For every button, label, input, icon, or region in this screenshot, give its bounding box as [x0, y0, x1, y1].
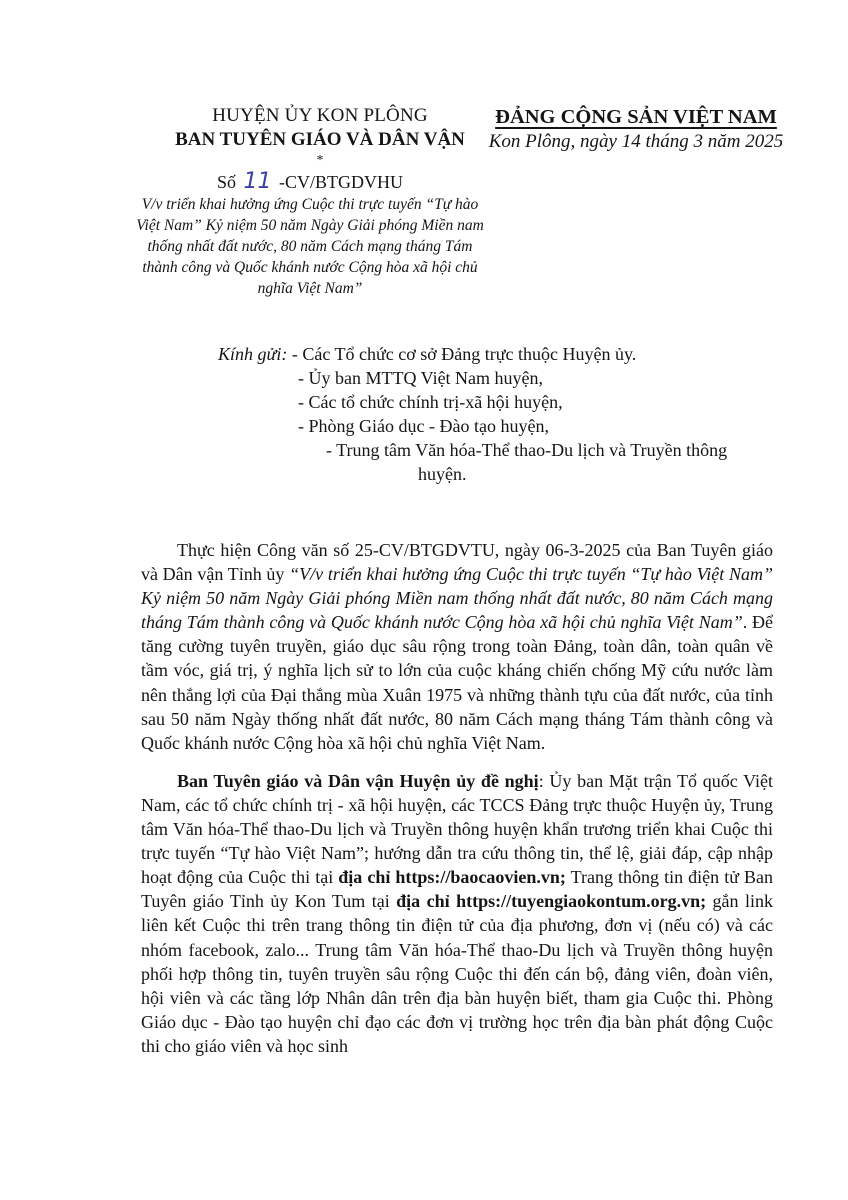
recipient-item: - Phòng Giáo dục - Đào tạo huyện, — [298, 416, 549, 436]
paragraph-2-text-b: Trang thông tin điện tử Ban Tuyên giáo Tỉnh ủy Kon Tum tại — [141, 867, 774, 912]
parent-organization: HUYỆN ỦY KON PLÔNG — [212, 105, 428, 126]
star-separator: * — [316, 153, 324, 168]
issuing-organization — [160, 104, 480, 168]
document-number — [217, 170, 403, 194]
paragraph-1 — [141, 538, 773, 755]
national-header — [486, 104, 786, 154]
paragraph-2-text-c: gắn link liên kết Cuộc thi trên trang thông tin điện tử của địa phương, đơn vị (nếu có) và các nhóm facebook, zalo... Trung tâm Văn hóa-Thể thao-Du lịch và Truyền thông huyện phối hợp thông tin, tuyên truyền sâu rộng Cuộc thi đến cán bộ, đảng viên, đoàn viên, hội viên và các tầng lớp Nhân dân trên địa bàn huyện biết, tham gia Cuộc thi. Phòng Giáo dục - Đào tạo huyện chỉ đạo các đơn vị trường học trên địa bàn phát động Cuộc thi cho giáo viên và học sinh — [141, 891, 773, 1056]
paragraph-1-start: Thực hiện Công văn số 25-CV/BTGDVTU, ngày 06-3-2025 của Ban Tuyên giáo và Dân vận Tỉnh ủy — [141, 540, 773, 585]
recipient-item: - Các Tổ chức cơ sở Đảng trực thuộc Huyện ủy. — [291, 344, 637, 364]
paragraph-2-lead: Ban Tuyên giáo và Dân vận Huyện ủy đề nghị — [177, 770, 539, 791]
recipient-item: - Ủy ban MTTQ Việt Nam huyện, — [298, 368, 544, 388]
party-title: ĐẢNG CỘNG SẢN VIỆT NAM — [495, 106, 777, 128]
paragraph-1-end: . Để tăng cường tuyên truyền, giáo dục sâu rộng trong toàn Đảng, toàn dân, toàn quân về tầm vóc, giá trị, ý nghĩa lịch sử to lớn của cuộc kháng chiến chống Mỹ cứu nước làm nên thắng lợi của Đại thắng mùa Xuân 1975 và những thành tựu của đất nước, của tỉnh sau 50 năm Ngày thống nhất đất nước, 80 năm Cách mạng tháng Tám thành công và Quốc khánh nước Cộng hòa xã hội chủ nghĩa Việt Nam. — [141, 612, 773, 753]
document-subject: V/v triển khai hưởng ứng Cuộc thi trực tuyến “Tự hào Việt Nam” Kỷ niệm 50 năm Ngày Giải phóng Miền nam thống nhất đất nước, 80 năm Cách mạng tháng Tám thành công và Quốc khánh nước Cộng hòa xã hội chủ nghĩa Việt Nam” — [136, 196, 484, 297]
document-body — [141, 538, 773, 1058]
doc-number-prefix: Số — [217, 172, 237, 192]
place-date: Kon Plông, ngày 14 tháng 3 năm 2025 — [488, 131, 784, 152]
recipient-item: - Các tổ chức chính trị-xã hội huyện, — [298, 392, 563, 412]
propaganda-website: địa chỉ https://tuyengiaokontum.org.vn; — [396, 891, 707, 912]
quoted-subject: “V/v triển khai hưởng ứng Cuộc thi trực tuyến “Tự hào Việt Nam” Kỷ niệm 50 năm Ngày Giải phóng Miền nam thống nhất đất nước, 80 năm Cách mạng tháng Tám thành công và Quốc khánh nước Cộng hòa xã hội chủ nghĩa Việt Nam” — [141, 564, 773, 633]
recipients-label: Kính gửi: — [218, 344, 288, 364]
contest-website: địa chỉ https://baocaovien.vn; — [338, 867, 566, 888]
organization-name: BAN TUYÊN GIÁO VÀ DÂN VẬN — [175, 129, 465, 150]
doc-number-suffix: -CV/BTGDVHU — [279, 172, 404, 192]
handwritten-number: 11 — [243, 169, 272, 194]
recipient-item: huyện. — [418, 464, 467, 484]
paragraph-2-text-a: : Ủy ban Mặt trận Tổ quốc Việt Nam, các tổ chức chính trị - xã hội huyện, các TCCS Đảng trực thuộc Huyện ủy, Trung tâm Văn hóa-Thể thao-Du lịch và Truyền thông huyện khẩn trương triển khai Cuộc thi trực tuyến “Tự hào Việt Nam”; hướng dẫn tra cứu thông tin, thể lệ, giải đáp, cập nhập hoạt động của Cuộc thi tại — [141, 770, 773, 888]
paragraph-2 — [141, 769, 773, 1058]
recipient-item: - Trung tâm Văn hóa-Thể thao-Du lịch và Truyền thông — [326, 440, 728, 460]
recipients-first-line — [218, 342, 636, 366]
